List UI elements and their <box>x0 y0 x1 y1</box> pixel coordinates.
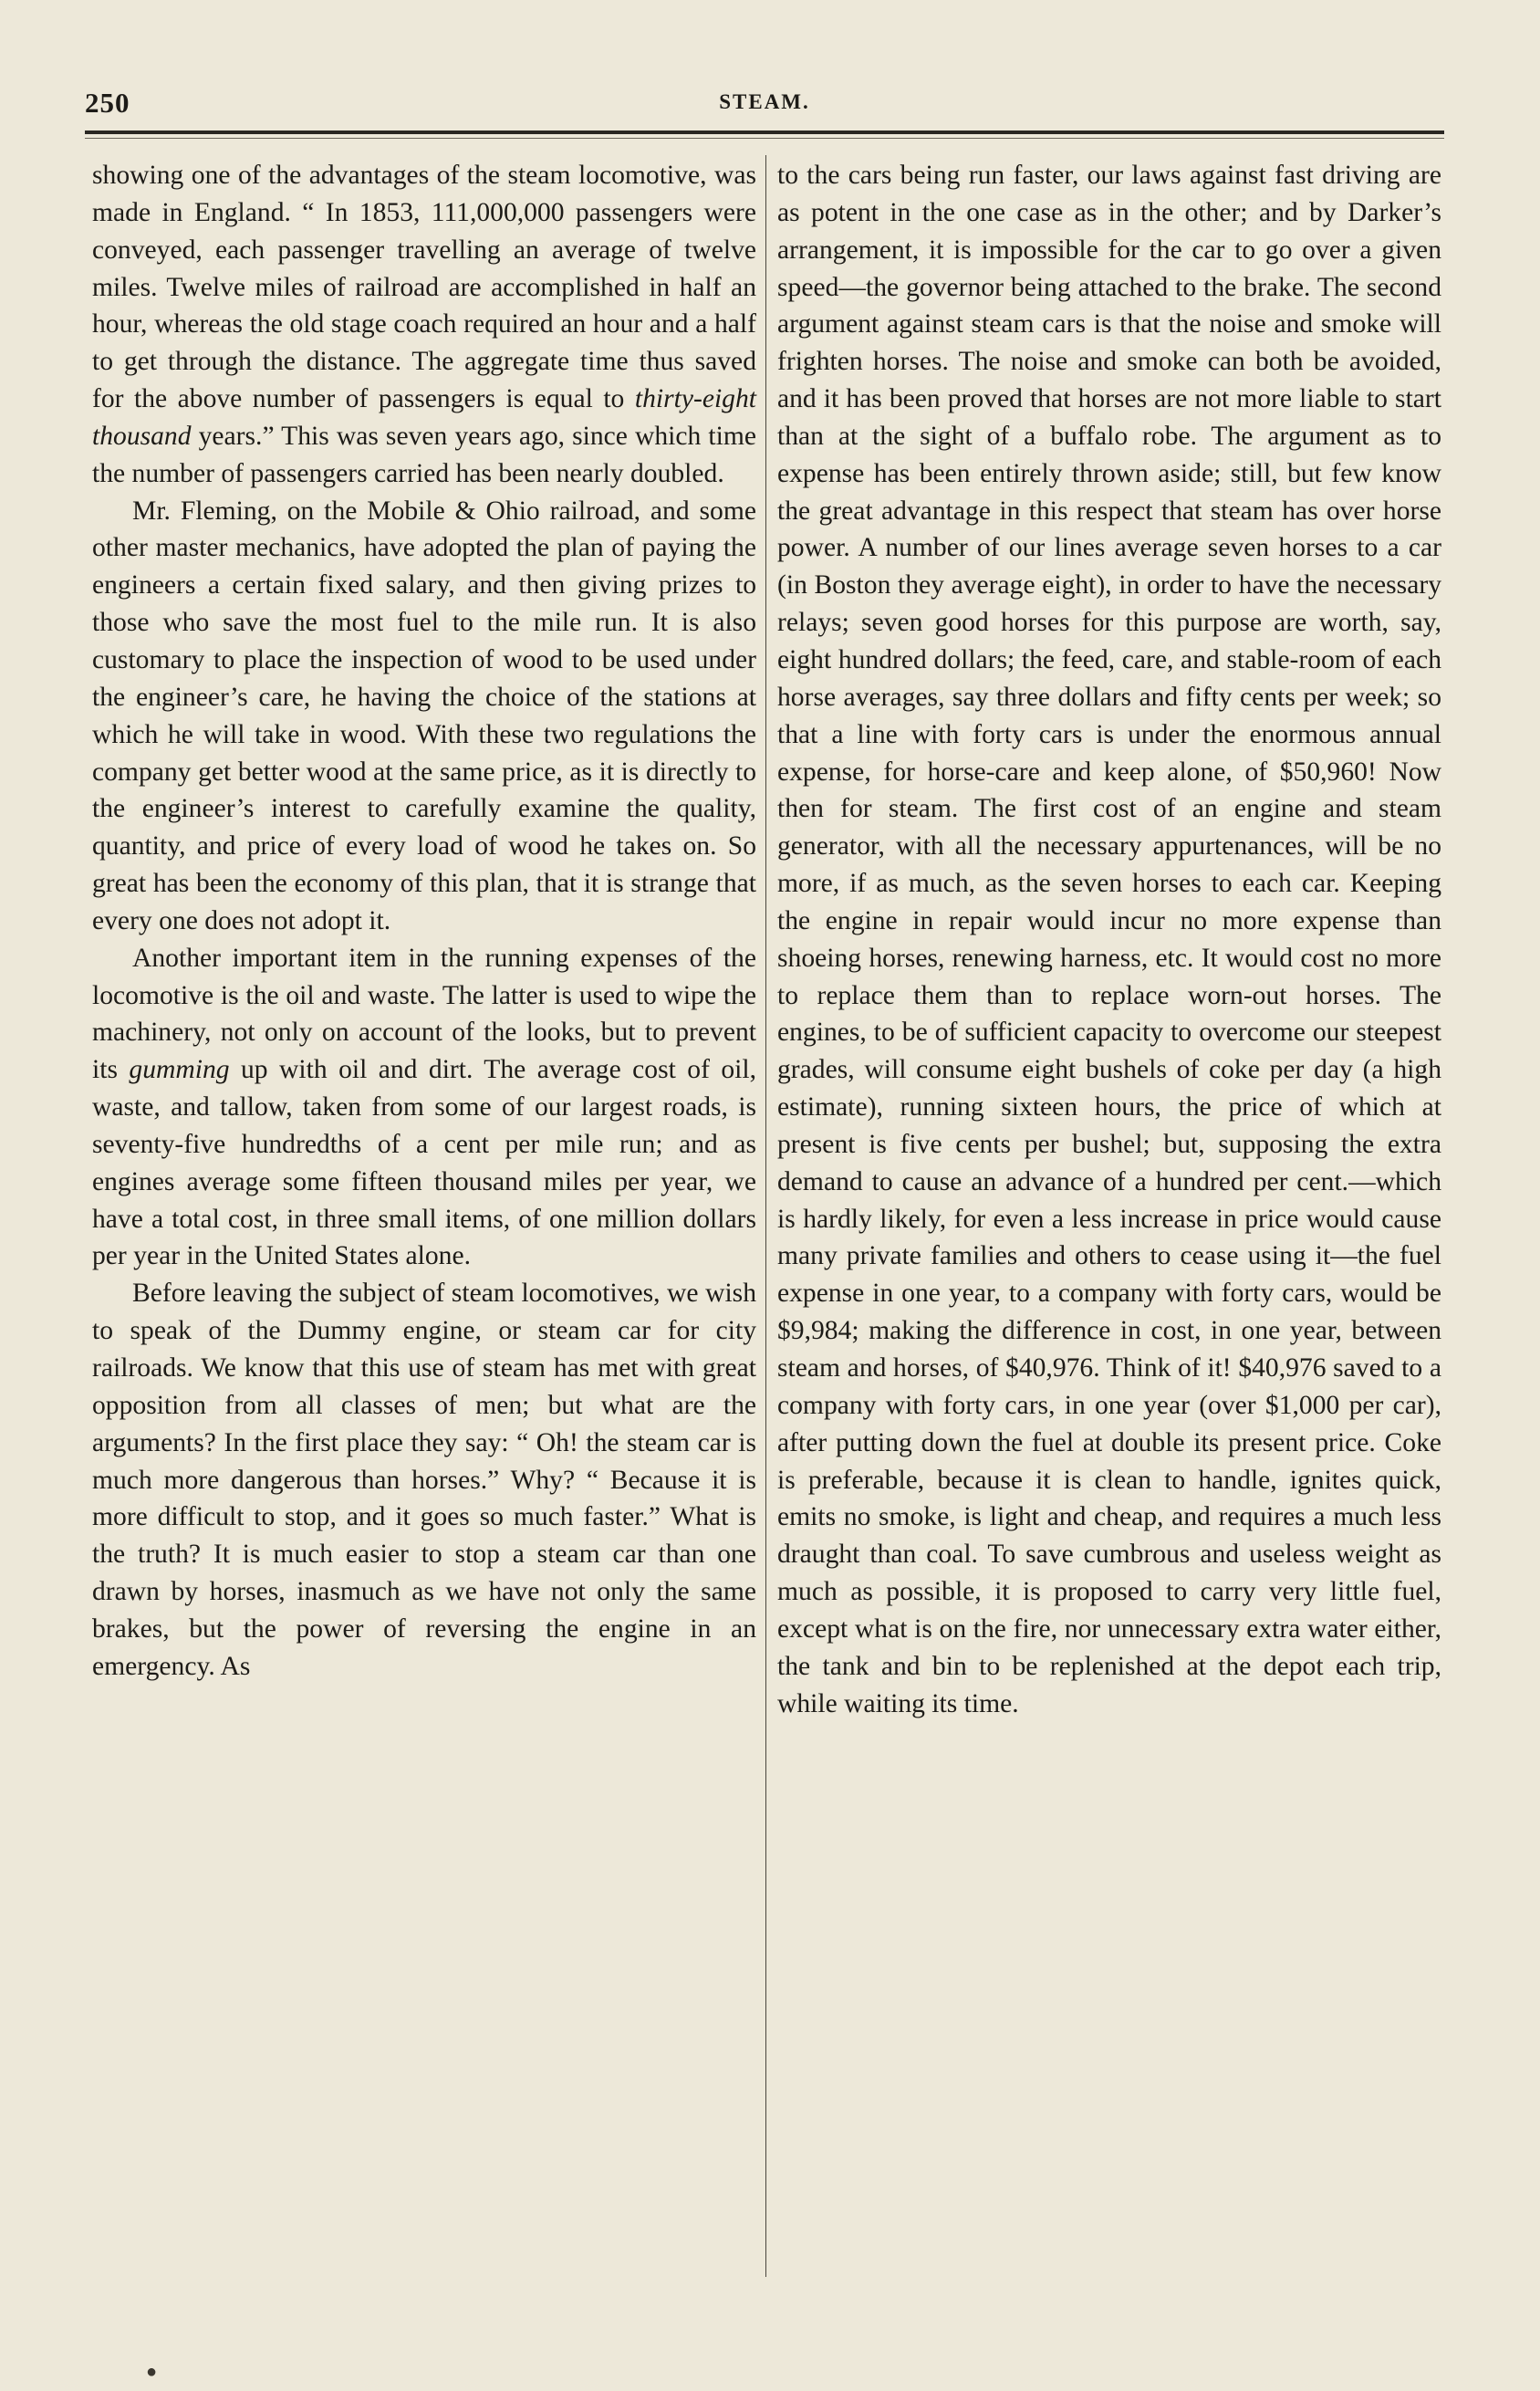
header-rule <box>85 131 1444 134</box>
paragraph: Mr. Fleming, on the Mobile & Ohio railroad, and some other master mechanics, have adopted the plan of paying the engineers a certain fixed salary, and then giving prizes to those who save the most fuel to the mile run. It is also customary to place the inspection of wood to be used under the engineer’s care, he having the choice of the stations at which he will take in wood. With these two regulations the company get better wood at the same price, as it is directly to the engineer’s interest to carefully examine the quality, quantity, and price of every load of wood he takes on. So great has been the economy of this plan, that it is strange that every one does not adopt it. <box>92 496 756 935</box>
paragraph: Before leaving the subject of steam locomotives, we wish to speak of the Dummy engine, or steam car for city railroads. We know that this use of steam has met with great opposition from all classes of men; but what are the arguments? In the first place they say: “ Oh! the steam car is much more dangerous than horses.” Why? “ Because it is more difficult to stop, and it goes so much faster.” What is the truth? It is much easier to stop a steam car than one drawn by horses, inasmuch as we have not only the same brakes, but the power of reversing the engine in an emergency. As <box>92 1279 756 1681</box>
ink-speck: ● <box>146 2362 158 2382</box>
paragraph-text: Another important item in the running expenses of the locomotive is the oil and waste. The latter is used to wipe the machinery, not only on account of the looks, but to prevent its <box>92 943 756 1085</box>
column-divider <box>765 155 766 2277</box>
paragraph <box>92 157 756 493</box>
paragraph <box>92 940 756 1276</box>
paragraph-text: showing one of the advantages of the steam locomotive, was made in England. “ In 1853, 111,000,000 passengers were conveyed, each passenger travelling an average of twelve miles. Twelve miles of railroad are accomplished in half an hour, whereas the old stage coach required an hour and a half to get through the distance. The aggregate time thus saved for the above number of passengers is equal to <box>92 161 756 414</box>
header-rule-thin <box>85 138 1444 139</box>
paragraph-text: up with oil and dirt. The average cost of oil, waste, and tallow, taken from some of our largest roads, is seventy-five hundredths of a cent per mile run; and as engines average some fifteen thousand miles per year, we have a total cost, in three small items, of one million dollars per year in the United States alone. <box>92 1055 756 1271</box>
page-header <box>85 87 1444 123</box>
left-column <box>92 157 756 1686</box>
right-column <box>777 157 1441 1722</box>
italic-text: thirty-eight thousand <box>92 384 756 451</box>
italic-text: gumming <box>129 1055 230 1085</box>
paragraph-text: years.” This was seven years ago, since which time the number of passengers carried has been nearly doubled. <box>92 421 756 488</box>
paragraph: to the cars being run faster, our laws against fast driving are as potent in the one case as in the other; and by Darker’s arrangement, it is impossible for the car to go over a given speed—the governor being attached to the brake. The second argument against steam cars is that the noise and smoke will frighten horses. The noise and smoke can both be avoided, and it has been proved that horses are not more liable to start than at the sight of a buffalo robe. The argument as to expense has been entirely thrown aside; still, but few know the great advantage in this respect that steam has over horse power. A number of our lines average seven horses to a car (in Boston they average eight), in order to have the necessary relays; seven good horses for this purpose are worth, say, eight hundred dollars; the feed, care, and stable-room of each horse averages, say three dollars and fifty cents per week; so that a line with forty cars is under the enormous annual expense, for horse-care and keep alone, of $50,960! Now then for steam. The first cost of an engine and steam generator, with all the necessary appurtenances, will be no more, if as much, as the seven horses to each car. Keeping the engine in repair would incur no more expense than shoeing horses, renewing harness, etc. It would cost no more to replace them than to replace worn-out horses. The engines, to be of sufficient capacity to overcome our steepest grades, will consume eight bushels of coke per day (a high estimate), running sixteen hours, the price of which at present is five cents per bushel; but, supposing the extra demand to cause an advance of a hundred per cent.—which is hardly likely, for even a less increase in price would cause many private families and others to cease using it—the fuel expense in one year, to a company with forty cars, would be $9,984; making the difference in cost, in one year, between steam and horses, of $40,976. Think of it! $40,976 saved to a company with forty cars, in one year (over $1,000 per car), after putting down the fuel at double its present price. Coke is preferable, because it is clean to handle, ignites quick, emits no smoke, is light and cheap, and requires a much less draught than coal. To save cumbrous and useless weight as much as possible, it is proposed to carry very little fuel, except what is on the fire, nor unnecessary extra water either, the tank and bin to be replenished at the depot each trip, while waiting its time. <box>777 161 1441 1718</box>
running-title: STEAM. <box>719 90 810 113</box>
page-number: 250 <box>85 87 130 119</box>
